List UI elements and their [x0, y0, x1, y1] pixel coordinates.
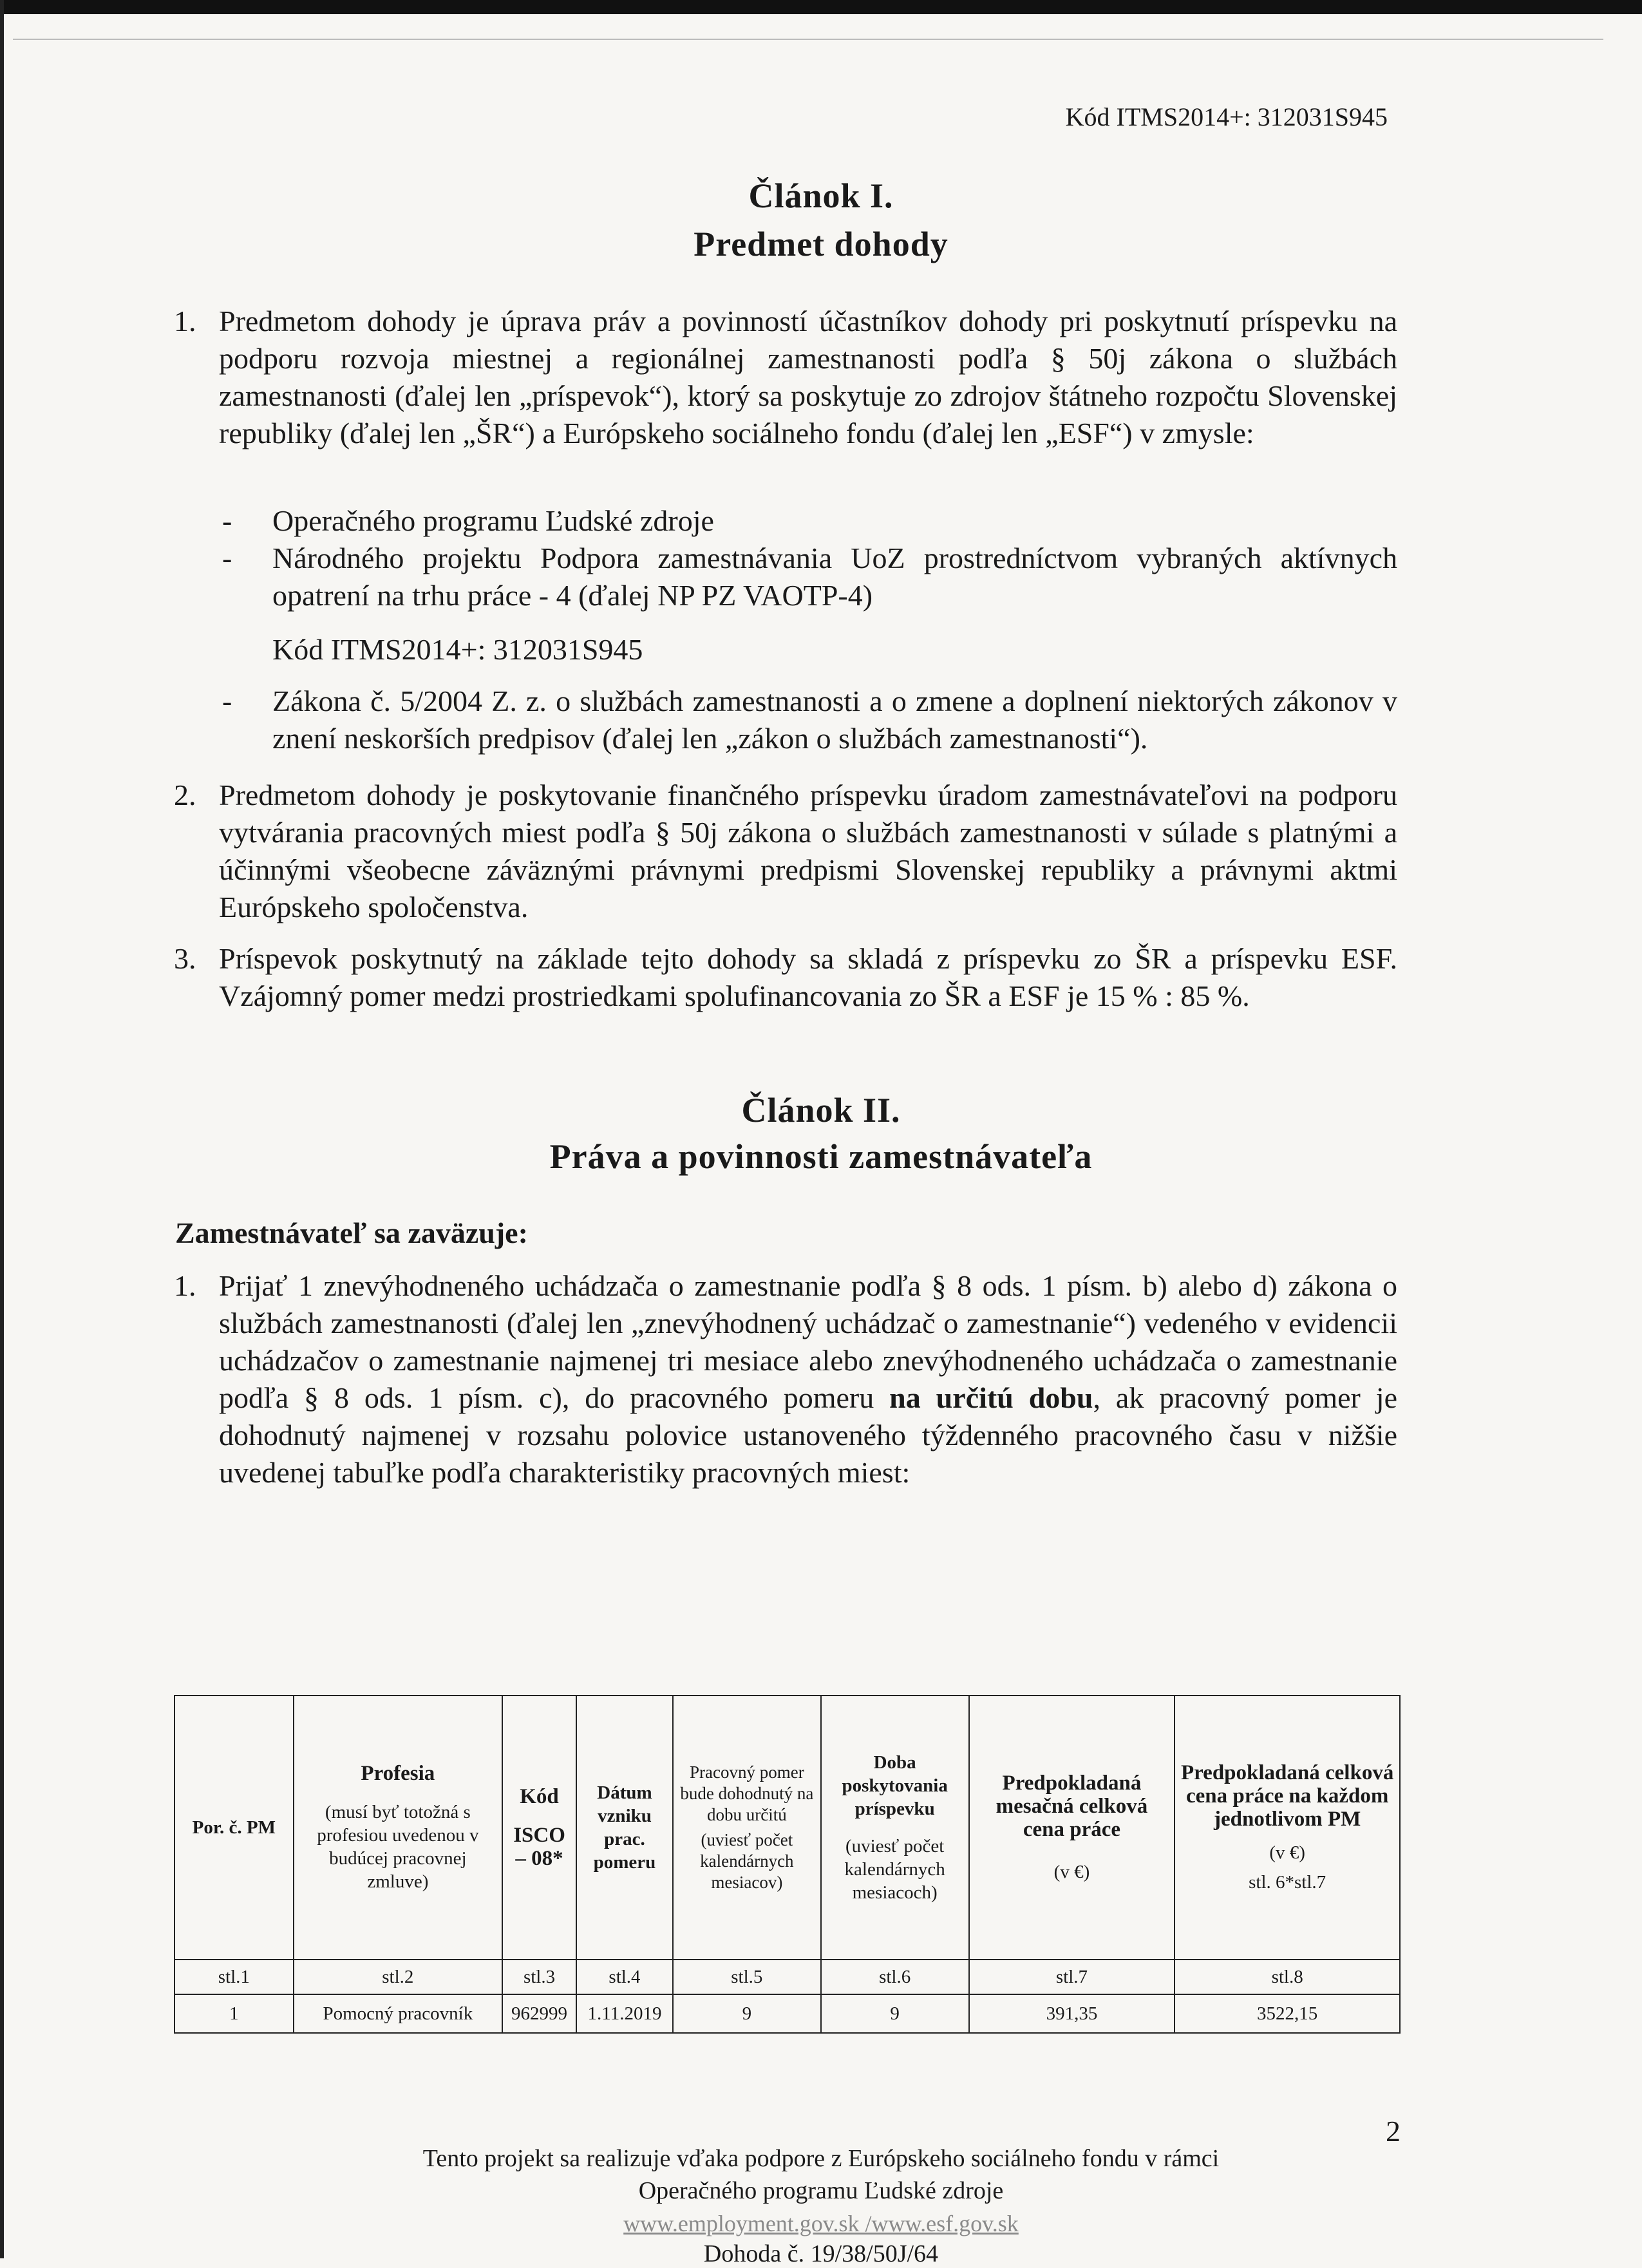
- article1-item1-text: Predmetom dohody je úprava práv a povinností účastníkov dohody pri poskytnutí príspevku na podporu rozvoja miestnej a regionálnej zamestnanosti podľa § 50j zákona o službách zamestnanosti (ďalej len „príspevok“), ktorý sa poskytuje zo zdrojov štátneho rozpočtu Slovenskej republiky (ďalej len „ŠR“) a Európskeho sociálneho fondu (ďalej len „ESF“) v zmysle:: [219, 305, 1397, 449]
- column-id: stl.7: [969, 1960, 1175, 1994]
- header-celkova-cena-formula: stl. 6*stl.7: [1249, 1872, 1326, 1893]
- article1-bullet-op: Operačného programu Ľudské zdroje: [272, 504, 714, 537]
- header-itms-code: Kód ITMS2014+: 312031S945: [1065, 102, 1388, 131]
- article1-subtitle: Predmet dohody: [694, 225, 948, 263]
- column-id: stl.4: [576, 1960, 673, 1994]
- header-pracovny-pomer-note: (uviesť počet kalendárnych mesiacov): [700, 1830, 794, 1892]
- employer-obligation-heading: Zamestnávateľ sa zaväzuje:: [175, 1216, 528, 1249]
- table-row: [175, 1994, 1400, 2033]
- cell-doba: 9: [821, 1994, 969, 2033]
- cell-isco: 962999: [502, 1994, 576, 2033]
- article2-item1-text: [219, 1267, 1397, 1491]
- table-column-id-row: [175, 1960, 1400, 1994]
- page-number: 2: [1386, 2115, 1401, 2148]
- header-doba-note: (uviesť počet kalendárnych mesiacoch): [844, 1836, 945, 1903]
- header-doba: [821, 1696, 969, 1960]
- cell-mesacna-cena: 391,35: [969, 1994, 1175, 2033]
- article2-item1-text-after: , ak pracovný pomer je dohodnutý najmenej v rozsahu polovice ustanoveného týždenného pracovného času v nižšie uvedenej tabuľke podľa charakteristiky pracovných miest:: [219, 1381, 1397, 1489]
- article1-itms-code: Kód ITMS2014+: 312031S945: [272, 633, 643, 666]
- column-id: stl.6: [821, 1960, 969, 1994]
- header-pracovny-pomer-title-text: Pracovný pomer bude dohodnutý na dobu určitú: [680, 1762, 814, 1824]
- scan-border-top: [0, 0, 1642, 14]
- header-celkova-cena-title: Predpokladaná celková cena práce na každom jednotlivom PM: [1180, 1761, 1394, 1831]
- article1-title: Článok I.: [748, 176, 894, 215]
- article1-item3-text: Príspevok poskytnutý na základe tejto dohody sa skladá z príspevku zo ŠR a príspevku ESF. Vzájomný pomer medzi prostriedkami spolufinancovania zo ŠR a ESF je 15 % : 85 %.: [219, 942, 1397, 1012]
- header-kod: [502, 1696, 576, 1960]
- article1-item1-number: 1.: [174, 305, 196, 337]
- header-kod-isco: ISCO – 08*: [513, 1824, 565, 1870]
- header-pracovny-pomer-title: [677, 1762, 816, 1826]
- header-mesacna-cena: [969, 1696, 1175, 1960]
- header-profesia-title: Profesia: [361, 1762, 435, 1785]
- column-id: stl.3: [502, 1960, 576, 1994]
- header-mesacna-cena-title: Predpokladaná mesačná celková cena práce: [996, 1772, 1148, 1841]
- footer-line1: Tento projekt sa realizuje vďaka podpore z Európskeho sociálneho fondu v rámci: [422, 2145, 1220, 2172]
- positions-table: [174, 1695, 1401, 2034]
- header-kod-title: Kód: [520, 1785, 559, 1808]
- article1-item2-text: Predmetom dohody je poskytovanie finančného príspevku úradom zamestnávateľovi na podporu vytvárania pracovných miest podľa § 50j zákona o službách zamestnanosti v súlade s platnými a účinnými všeobecne záväznými právnymi predpismi Slovenskej republiky a právnymi aktmi Európskeho spoločenstva.: [219, 779, 1397, 923]
- footer-line2: Operačného programu Ľudské zdroje: [638, 2177, 1004, 2204]
- column-id: stl.5: [673, 1960, 821, 1994]
- header-celkova-cena-note: (v €): [1269, 1842, 1305, 1863]
- header-pracovny-pomer: [673, 1696, 821, 1960]
- cell-por-c: 1: [175, 1994, 294, 2033]
- article2-item1-text-before: Prijať 1 znevýhodneného uchádzača o zamestnanie podľa § 8 ods. 1 písm. b) alebo d) zákona o službách zamestnanosti (ďalej len „znevýhodnený uchádzač o zamestnanie“) vedeného v evidencii uchádzačov o zamestnanie najmenej tri mesiace alebo znevýhodneného uchádzača o zamestnanie podľa § 8 ods. 1 písm. c), do pracovného pomeru: [219, 1269, 1397, 1414]
- scan-rule: [13, 39, 1603, 40]
- header-doba-title: Doba poskytovania príspevku: [842, 1752, 948, 1819]
- bullet-dash: -: [222, 685, 232, 717]
- column-id: stl.2: [294, 1960, 502, 1994]
- header-por-c: Por. č. PM: [175, 1696, 294, 1960]
- bullet-dash: -: [222, 542, 232, 574]
- footer-link-esf[interactable]: www.esf.gov.sk: [871, 2211, 1019, 2236]
- column-id: stl.1: [175, 1960, 294, 1994]
- header-mesacna-cena-note: (v €): [1053, 1862, 1090, 1882]
- article1-item3-number: 3.: [174, 942, 196, 975]
- table-header-row: [175, 1696, 1400, 1960]
- column-id: stl.8: [1175, 1960, 1400, 1994]
- article2-item1-number: 1.: [174, 1269, 196, 1302]
- article2-subtitle: Práva a povinnosti zamestnávateľa: [549, 1137, 1093, 1176]
- bullet-dash: -: [222, 504, 232, 537]
- footer-agreement-number: Dohoda č. 19/38/50J/64: [703, 2240, 939, 2267]
- article1-bullet-np: Národného projektu Podpora zamestnávania UoZ prostredníctvom vybraných aktívnych opatrení na trhu práce - 4 (ďalej NP PZ VAOTP-4): [272, 542, 1397, 612]
- footer-link-employment[interactable]: www.employment.gov.sk: [623, 2211, 860, 2236]
- article1-item2-number: 2.: [174, 779, 196, 811]
- article2-item1-text-bold: na určitú dobu: [889, 1381, 1093, 1414]
- cell-pomer: 9: [673, 1994, 821, 2033]
- header-profesia-note: (musí byť totožná s profesiou uvedenou v budúcej pracovnej zmluve): [317, 1802, 479, 1892]
- header-profesia: [294, 1696, 502, 1960]
- cell-celkova-cena: 3522,15: [1175, 1994, 1400, 2033]
- header-datum: Dátum vzniku prac. pomeru: [576, 1696, 673, 1960]
- article1-bullet-law: Zákona č. 5/2004 Z. z. o službách zamestnanosti a o zmene a doplnení niektorých zákonov v znení neskorších predpisov (ďalej len „zákon o službách zamestnanosti“).: [272, 685, 1397, 755]
- cell-profesia: Pomocný pracovník: [294, 1994, 502, 2033]
- header-celkova-cena: [1175, 1696, 1400, 1960]
- article2-title: Článok II.: [741, 1091, 901, 1129]
- cell-datum: 1.11.2019: [576, 1994, 673, 2033]
- footer-links: www.employment.gov.sk /www.esf.gov.sk: [623, 2211, 1019, 2236]
